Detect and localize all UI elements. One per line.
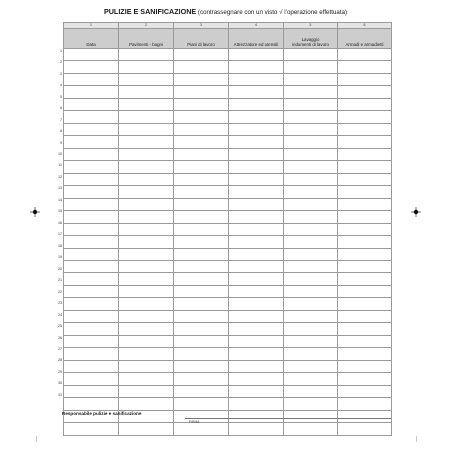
entry-cell[interactable] [229, 273, 284, 285]
row-number: 5 [60, 94, 62, 99]
entry-cell[interactable] [338, 111, 392, 123]
row-number: 9 [60, 140, 62, 145]
entry-cell[interactable] [174, 335, 229, 347]
entry-cell[interactable] [284, 98, 338, 110]
table-row [64, 385, 392, 397]
registration-crosshair-icon [30, 207, 40, 217]
entry-cell[interactable] [174, 373, 229, 385]
entry-cell[interactable] [338, 360, 392, 372]
table-row [64, 198, 392, 210]
entry-cell[interactable] [338, 198, 392, 210]
entry-cell[interactable] [229, 423, 284, 435]
entry-cell[interactable] [229, 186, 284, 198]
entry-cell[interactable] [284, 186, 338, 198]
entry-cell[interactable] [119, 236, 174, 248]
row-number: 1 [60, 48, 62, 53]
table-row [64, 310, 392, 322]
entry-cell[interactable] [119, 285, 174, 297]
entry-cell[interactable] [229, 49, 284, 61]
entry-cell[interactable] [174, 86, 229, 98]
entry-cell[interactable] [119, 86, 174, 98]
entry-cell[interactable] [174, 398, 229, 410]
entry-cell[interactable] [338, 236, 392, 248]
row-number: 21 [58, 278, 62, 283]
entry-cell[interactable] [119, 310, 174, 322]
entry-cell[interactable] [174, 123, 229, 135]
table-row [64, 111, 392, 123]
row-number: 25 [58, 324, 62, 329]
entry-cell[interactable] [338, 310, 392, 322]
column-header [229, 29, 284, 49]
entry-cell[interactable] [119, 273, 174, 285]
entry-cell[interactable] [119, 123, 174, 135]
table-row [64, 98, 392, 110]
table-row [64, 335, 392, 347]
column-header-line2: Attrezzature ed utensili [233, 42, 279, 47]
entry-cell[interactable] [119, 248, 174, 260]
table-row [64, 373, 392, 385]
entry-cell[interactable] [284, 323, 338, 335]
entry-cell[interactable] [284, 273, 338, 285]
table-row [64, 285, 392, 297]
table-row [64, 73, 392, 85]
row-number: 26 [58, 335, 62, 340]
entry-cell[interactable] [64, 211, 119, 223]
row-number: 3 [60, 71, 62, 76]
entry-cell[interactable] [174, 323, 229, 335]
table-row [64, 323, 392, 335]
entry-cell[interactable] [119, 148, 174, 160]
entry-cell[interactable] [64, 49, 119, 61]
entry-cell[interactable] [64, 360, 119, 372]
entry-cell[interactable] [174, 136, 229, 148]
table-row [64, 49, 392, 61]
column-number: 4 [229, 23, 284, 29]
table-row [64, 136, 392, 148]
entry-cell[interactable] [338, 298, 392, 310]
entry-cell[interactable] [119, 260, 174, 272]
entry-cell[interactable] [338, 86, 392, 98]
table-row [64, 211, 392, 223]
table-row [64, 123, 392, 135]
column-header-line2: indumenti di lavoro [292, 42, 329, 47]
entry-cell[interactable] [284, 148, 338, 160]
table-row [64, 186, 392, 198]
entry-cell[interactable] [174, 423, 229, 435]
entry-cell[interactable] [229, 136, 284, 148]
entry-cell[interactable] [64, 73, 119, 85]
entry-cell[interactable] [174, 186, 229, 198]
signature-label: FIRMA [189, 420, 200, 424]
entry-cell[interactable] [284, 248, 338, 260]
entry-cell[interactable] [284, 335, 338, 347]
row-number: 20 [58, 266, 62, 271]
entry-cell[interactable] [284, 398, 338, 410]
log-rows [64, 49, 392, 436]
entry-cell[interactable] [284, 123, 338, 135]
entry-cell[interactable] [64, 298, 119, 310]
entry-cell[interactable] [338, 423, 392, 435]
entry-cell[interactable] [338, 173, 392, 185]
entry-cell[interactable] [338, 410, 392, 422]
entry-cell[interactable] [229, 111, 284, 123]
table-row [64, 423, 392, 435]
entry-cell[interactable] [64, 111, 119, 123]
table-row [64, 248, 392, 260]
entry-cell[interactable] [229, 310, 284, 322]
table-row [64, 148, 392, 160]
entry-cell[interactable] [284, 285, 338, 297]
crop-mark [36, 436, 37, 442]
row-number: 4 [60, 83, 62, 88]
entry-cell[interactable] [229, 298, 284, 310]
entry-cell[interactable] [64, 385, 119, 397]
entry-cell[interactable] [64, 61, 119, 73]
entry-cell[interactable] [338, 285, 392, 297]
entry-cell[interactable] [284, 373, 338, 385]
entry-cell[interactable] [174, 173, 229, 185]
entry-cell[interactable] [119, 98, 174, 110]
column-header-row [64, 29, 392, 49]
entry-cell[interactable] [284, 310, 338, 322]
entry-cell[interactable] [174, 148, 229, 160]
row-number: 11 [58, 163, 62, 168]
entry-cell[interactable] [174, 111, 229, 123]
table-row [64, 298, 392, 310]
entry-cell[interactable] [174, 223, 229, 235]
entry-cell[interactable] [64, 260, 119, 272]
entry-cell[interactable] [338, 373, 392, 385]
entry-cell[interactable] [338, 123, 392, 135]
row-number: 28 [58, 358, 62, 363]
entry-cell[interactable] [119, 423, 174, 435]
entry-cell[interactable] [64, 335, 119, 347]
entry-cell[interactable] [119, 223, 174, 235]
entry-cell[interactable] [229, 148, 284, 160]
table-row [64, 236, 392, 248]
registration-crosshair-icon [411, 207, 421, 217]
entry-cell[interactable] [119, 335, 174, 347]
column-number: 2 [119, 23, 174, 29]
entry-cell[interactable] [64, 348, 119, 360]
entry-cell[interactable] [119, 136, 174, 148]
entry-cell[interactable] [119, 73, 174, 85]
entry-cell[interactable] [174, 73, 229, 85]
entry-cell[interactable] [174, 348, 229, 360]
entry-cell[interactable] [284, 298, 338, 310]
entry-cell[interactable] [229, 61, 284, 73]
entry-cell[interactable] [229, 236, 284, 248]
column-header-line2: Data [86, 42, 96, 47]
entry-cell[interactable] [119, 49, 174, 61]
column-header [64, 29, 119, 49]
entry-cell[interactable] [229, 248, 284, 260]
entry-cell[interactable] [284, 86, 338, 98]
entry-cell[interactable] [64, 373, 119, 385]
entry-cell[interactable] [229, 123, 284, 135]
entry-cell[interactable] [64, 136, 119, 148]
entry-cell[interactable] [284, 61, 338, 73]
entry-cell[interactable] [64, 98, 119, 110]
row-number: 17 [58, 232, 62, 237]
crop-mark [416, 436, 417, 442]
entry-cell[interactable] [338, 223, 392, 235]
entry-cell[interactable] [174, 248, 229, 260]
entry-cell[interactable] [338, 161, 392, 173]
signature-line[interactable] [185, 418, 391, 419]
table-row [64, 86, 392, 98]
row-number: 12 [58, 174, 62, 179]
row-number: 13 [58, 186, 62, 191]
column-number: 1 [64, 23, 119, 29]
row-number: 8 [60, 129, 62, 134]
entry-cell[interactable] [229, 323, 284, 335]
column-header [174, 29, 229, 49]
entry-cell[interactable] [174, 310, 229, 322]
entry-cell[interactable] [229, 285, 284, 297]
entry-cell[interactable] [174, 285, 229, 297]
entry-cell[interactable] [338, 211, 392, 223]
entry-cell[interactable] [64, 323, 119, 335]
entry-cell[interactable] [229, 223, 284, 235]
entry-cell[interactable] [338, 49, 392, 61]
entry-cell[interactable] [229, 410, 284, 422]
entry-cell[interactable] [174, 273, 229, 285]
row-number: 30 [58, 381, 62, 386]
entry-cell[interactable] [338, 323, 392, 335]
entry-cell[interactable] [64, 236, 119, 248]
entry-cell[interactable] [119, 385, 174, 397]
entry-cell[interactable] [174, 98, 229, 110]
entry-cell[interactable] [119, 298, 174, 310]
entry-cell[interactable] [284, 423, 338, 435]
column-header-line2: Piani di lavoro [187, 42, 215, 47]
entry-cell[interactable] [338, 248, 392, 260]
row-number: 6 [60, 106, 62, 111]
entry-cell[interactable] [64, 173, 119, 185]
entry-cell[interactable] [229, 161, 284, 173]
form-title [0, 8, 451, 17]
entry-cell[interactable] [284, 360, 338, 372]
entry-cell[interactable] [338, 98, 392, 110]
column-header-line2: Armadi e armadietti [345, 42, 384, 47]
form-title-instruction: (contrassegnare con un visto √ l’operazione effettuata) [197, 9, 348, 16]
table-row [64, 173, 392, 185]
table-row [64, 360, 392, 372]
entry-cell[interactable] [119, 348, 174, 360]
entry-cell[interactable] [229, 86, 284, 98]
entry-cell[interactable] [284, 260, 338, 272]
column-header-line1: Lavaggio [301, 37, 320, 42]
entry-cell[interactable] [64, 198, 119, 210]
row-number: 22 [58, 289, 62, 294]
row-number: 19 [58, 255, 62, 260]
row-number: 15 [58, 209, 62, 214]
entry-cell[interactable] [174, 49, 229, 61]
column-header [338, 29, 392, 49]
entry-cell[interactable] [338, 335, 392, 347]
entry-cell[interactable] [119, 398, 174, 410]
entry-cell[interactable] [119, 211, 174, 223]
entry-cell[interactable] [64, 423, 119, 435]
entry-cell[interactable] [64, 285, 119, 297]
form-title-main: PULIZIE E SANIFICAZIONE [103, 7, 197, 16]
entry-cell[interactable] [229, 173, 284, 185]
entry-cell[interactable] [229, 348, 284, 360]
entry-cell[interactable] [229, 360, 284, 372]
entry-cell[interactable] [119, 61, 174, 73]
row-number: 27 [58, 346, 62, 351]
entry-cell[interactable] [284, 236, 338, 248]
row-number: 2 [60, 60, 62, 65]
entry-cell[interactable] [174, 298, 229, 310]
entry-cell[interactable] [174, 410, 229, 422]
entry-cell[interactable] [284, 136, 338, 148]
entry-cell[interactable] [229, 98, 284, 110]
entry-cell[interactable] [284, 223, 338, 235]
row-number: 23 [58, 301, 62, 306]
row-number: 18 [58, 243, 62, 248]
column-number: 3 [174, 23, 229, 29]
table-row [64, 161, 392, 173]
entry-cell[interactable] [64, 273, 119, 285]
row-number: 14 [58, 197, 62, 202]
entry-cell[interactable] [119, 173, 174, 185]
column-number: 5 [284, 23, 338, 29]
row-number: 29 [58, 369, 62, 374]
entry-cell[interactable] [229, 211, 284, 223]
entry-cell[interactable] [229, 73, 284, 85]
entry-cell[interactable] [338, 73, 392, 85]
entry-cell[interactable] [119, 198, 174, 210]
entry-cell[interactable] [119, 161, 174, 173]
entry-cell[interactable] [338, 148, 392, 160]
responsible-label: Responsabile pulizie e sanificazione [62, 411, 142, 416]
column-header-line2: Pavimenti - bagni [129, 42, 163, 47]
entry-cell[interactable] [174, 360, 229, 372]
entry-cell[interactable] [284, 111, 338, 123]
entry-cell[interactable] [174, 260, 229, 272]
table-row [64, 223, 392, 235]
entry-cell[interactable] [64, 248, 119, 260]
entry-cell[interactable] [284, 211, 338, 223]
entry-cell[interactable] [64, 223, 119, 235]
row-number-column [54, 46, 62, 402]
table-row [64, 348, 392, 360]
entry-cell[interactable] [119, 323, 174, 335]
entry-cell[interactable] [229, 198, 284, 210]
row-number: 24 [58, 312, 62, 317]
row-number: 16 [58, 220, 62, 225]
entry-cell[interactable] [64, 186, 119, 198]
row-number: 7 [60, 117, 62, 122]
entry-cell[interactable] [284, 161, 338, 173]
entry-cell[interactable] [338, 260, 392, 272]
entry-cell[interactable] [338, 136, 392, 148]
entry-cell[interactable] [338, 385, 392, 397]
cleaning-log-table [63, 22, 392, 436]
entry-cell[interactable] [174, 61, 229, 73]
entry-cell[interactable] [338, 186, 392, 198]
entry-cell[interactable] [284, 385, 338, 397]
entry-cell[interactable] [174, 385, 229, 397]
entry-cell[interactable] [174, 198, 229, 210]
column-number: 6 [338, 23, 392, 29]
row-number: 10 [58, 152, 62, 157]
entry-cell[interactable] [174, 161, 229, 173]
entry-cell[interactable] [64, 148, 119, 160]
column-header [284, 29, 338, 49]
entry-cell[interactable] [338, 398, 392, 410]
entry-cell[interactable] [64, 123, 119, 135]
entry-cell[interactable] [284, 348, 338, 360]
entry-cell[interactable] [229, 385, 284, 397]
entry-cell[interactable] [119, 186, 174, 198]
entry-cell[interactable] [338, 61, 392, 73]
entry-cell[interactable] [229, 260, 284, 272]
entry-cell[interactable] [229, 373, 284, 385]
entry-cell[interactable] [229, 335, 284, 347]
table-row [64, 260, 392, 272]
table-row [64, 61, 392, 73]
entry-cell[interactable] [284, 49, 338, 61]
table-row [64, 273, 392, 285]
entry-cell[interactable] [119, 111, 174, 123]
row-number: 31 [58, 392, 62, 397]
table-row [64, 398, 392, 410]
entry-cell[interactable] [119, 373, 174, 385]
entry-cell[interactable] [284, 73, 338, 85]
column-header [119, 29, 174, 49]
entry-cell[interactable] [284, 198, 338, 210]
entry-cell[interactable] [338, 348, 392, 360]
entry-cell[interactable] [64, 161, 119, 173]
entry-cell[interactable] [284, 173, 338, 185]
entry-cell[interactable] [284, 410, 338, 422]
entry-cell[interactable] [64, 310, 119, 322]
entry-cell[interactable] [174, 236, 229, 248]
entry-cell[interactable] [174, 211, 229, 223]
entry-cell[interactable] [338, 273, 392, 285]
entry-cell[interactable] [229, 398, 284, 410]
entry-cell[interactable] [64, 398, 119, 410]
entry-cell[interactable] [64, 86, 119, 98]
entry-cell[interactable] [119, 360, 174, 372]
